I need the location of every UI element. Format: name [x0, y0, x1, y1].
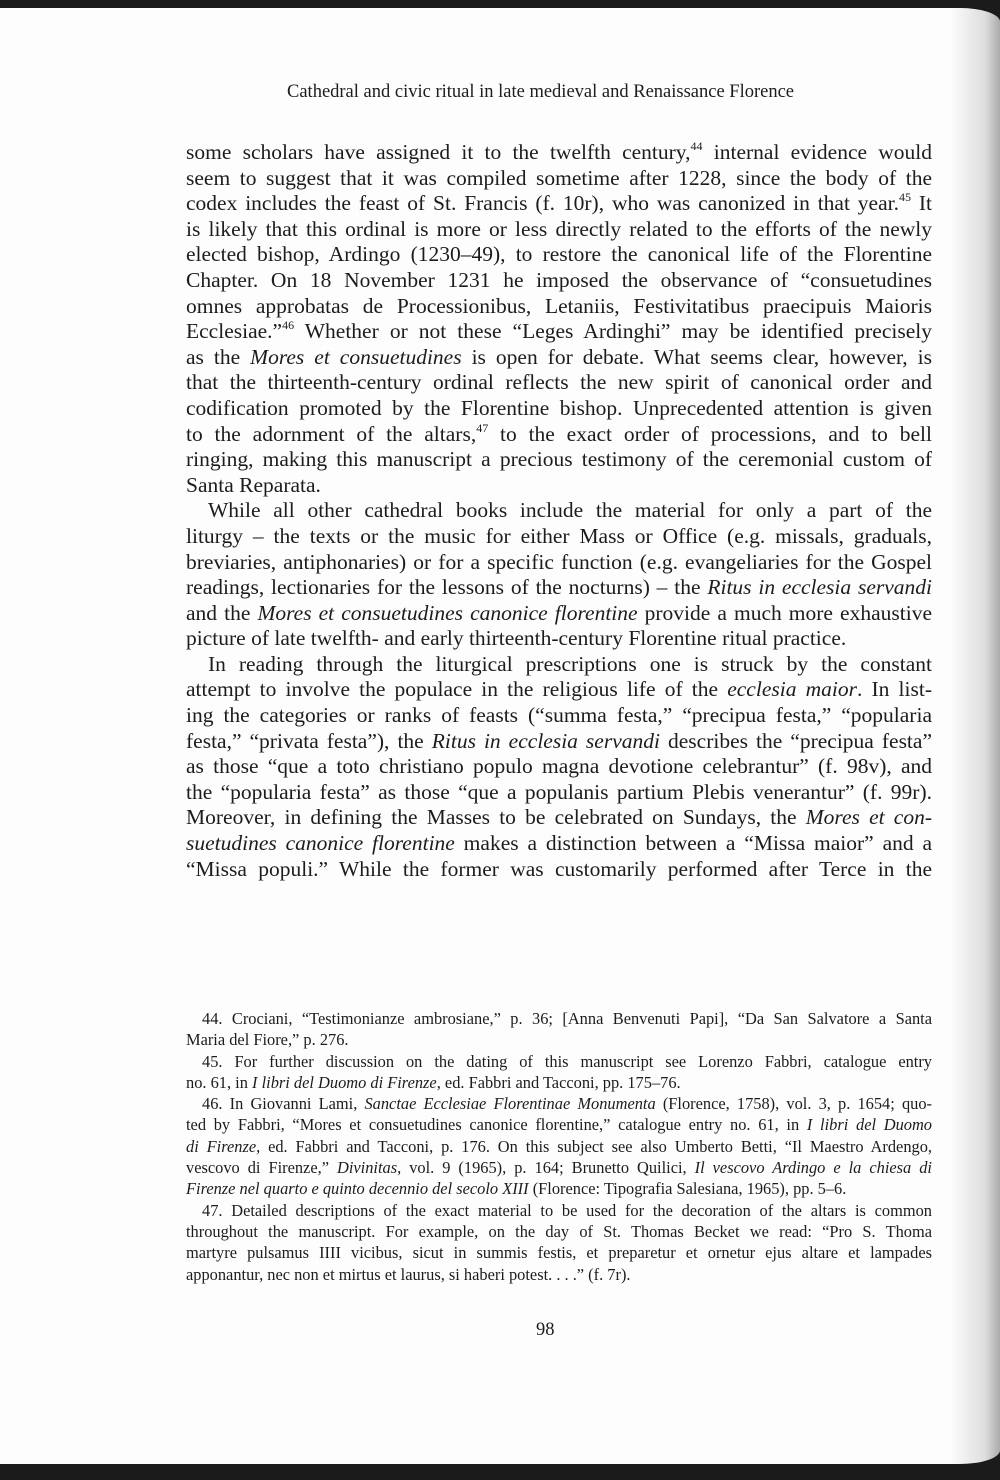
- body-text: [186, 140, 932, 882]
- body-line: elected bishop, Ardingo (1230–49), to restore the canonical life of the Florentine: [186, 242, 932, 267]
- italic-title: Mores et consuetudines: [250, 344, 462, 369]
- body-line: Ecclesiae.”$^{46}$ Whether or not these “Leges Ardinghi” may be identified precisely: [186, 318, 932, 344]
- body-line: omnes approbatas de Processionibus, Letaniis, Festivitatibus praecipuis Maioris: [186, 293, 932, 318]
- footnote-line: 46. In Giovanni Lami, Sanctae Ecclesiae Florentinae Monumenta (Florence, 1758), vol. 3, p. 1654; quo-: [202, 1094, 932, 1114]
- italic-title: Firenze nel quarto e quinto decennio del secolo XIII: [186, 1179, 529, 1199]
- book-page: [0, 8, 1000, 1464]
- italic-title: I libri del Duomo: [806, 1115, 932, 1135]
- italic-title: Ritus in ecclesia servandi: [431, 728, 660, 753]
- body-line: While all other cathedral books include the material for only a part of the: [208, 498, 932, 523]
- body-line: breviaries, antiphonaries) or for a specific function (e.g. evangeliaries for the Gospel: [186, 549, 932, 574]
- body-line: is likely that this ordinal is more or less directly related to the efforts of the newly: [186, 216, 932, 241]
- body-line: ing the categories or ranks of feasts (“summa festa,” “precipua festa,” “popularia: [186, 703, 932, 728]
- body-line: Chapter. On 18 November 1231 he imposed the observance of “consuetudines: [186, 267, 932, 292]
- body-line: the “popularia festa” as those “que a populanis partium Plebis venerantur” (f. 99r).: [186, 779, 932, 804]
- footnote-ref: 47: [476, 420, 489, 435]
- footnote-ref: 44: [690, 139, 703, 153]
- body-line: to the adornment of the altars,$^{47}$ to the exact order of processions, and to bell: [186, 420, 932, 446]
- footnote-line: throughout the manuscript. For example, on the day of St. Thomas Becket we read: “Pro S. Thoma: [186, 1221, 932, 1241]
- body-line: codex includes the feast of St. Francis (f. 10r), who was canonized in that year.$^{45}$ It: [186, 190, 932, 216]
- footnote-line: 45. For further discussion on the dating of this manuscript see Lorenzo Fabbri, catalogue entry: [202, 1051, 932, 1071]
- footnote-ref: 46: [282, 318, 295, 333]
- italic-title: Mores et con-: [805, 805, 933, 830]
- body-line: as those “que a toto christiano populo magna devotione celebrantur” (f. 98v), and: [186, 754, 932, 779]
- footnote-46: [186, 1093, 932, 1199]
- body-line: Moreover, in defining the Masses to be celebrated on Sundays, the Mores et con-: [186, 805, 933, 830]
- body-line: In reading through the liturgical prescriptions one is struck by the constant: [208, 651, 932, 676]
- footnote-line: no. 61, in I libri del Duomo di Firenze, ed. Fabbri and Tacconi, pp. 175–76.: [186, 1072, 681, 1092]
- italic-title: suetudines canonice florentine: [186, 831, 455, 856]
- italic-title: Divinitas: [336, 1158, 398, 1178]
- footnote-ref: 45: [899, 190, 911, 205]
- footnote-47: [186, 1200, 932, 1285]
- body-line: picture of late twelfth- and early thirteenth-century Florentine ritual practice.: [186, 626, 847, 651]
- italic-title: Ritus in ecclesia servandi: [707, 575, 932, 600]
- body-line: as the Mores et consuetudines is open for debate. What seems clear, however, is: [186, 344, 932, 369]
- footnote-line: Firenze nel quarto e quinto decennio del secolo XIII (Florence: Tipografia Salesiana, 1965), pp. 5–6.: [186, 1179, 847, 1199]
- italic-title: Sanctae Ecclesiae Florentinae Monumenta: [364, 1094, 656, 1114]
- footnote-line: vescovo di Firenze,” Divinitas, vol. 9 (1965), p. 164; Brunetto Quilici, Il vescovo Ardingo e la chiesa di: [186, 1158, 932, 1178]
- body-line: festa,” “privata festa”), the Ritus in ecclesia servandi describes the “precipua festa”: [186, 728, 932, 753]
- footnote-line: di Firenze, ed. Fabbri and Tacconi, p. 176. On this subject see also Umberto Betti, “Il Maestro Ardengo,: [186, 1136, 932, 1156]
- footnote-44: [186, 1008, 932, 1051]
- running-head: Cathedral and civic ritual in late medieval and Renaissance Florence: [287, 82, 795, 102]
- italic-title: I libri del Duomo di Firenze: [252, 1072, 437, 1092]
- footnote-line: 44. Crociani, “Testimonianze ambrosiane,” p. 36; [Anna Benvenuti Papi], “Da San Salvatore a Santa: [202, 1009, 932, 1028]
- footnote-line: Maria del Fiore,” p. 276.: [186, 1030, 349, 1050]
- body-line: liturgy – the texts or the music for either Mass or Office (e.g. missals, graduals,: [186, 523, 932, 548]
- footnote-line: apponantur, nec non et mirtus et laurus, si haberi potest. . . .” (f. 7r).: [186, 1264, 631, 1284]
- italic-title: Il vescovo Ardingo e la chiesa di: [694, 1158, 932, 1178]
- italic-title: ecclesia maior: [727, 677, 857, 702]
- body-line: and the Mores et consuetudines canonice florentine provide a much more exhaustive: [186, 600, 932, 625]
- body-line: “Missa populi.” While the former was customarily performed after Terce in the: [186, 856, 932, 881]
- body-line: seem to suggest that it was compiled sometime after 1228, since the body of the: [186, 165, 932, 190]
- footnote-line: 47. Detailed descriptions of the exact material to be used for the decoration of the altars is common: [202, 1200, 932, 1220]
- footnotes: [186, 1008, 932, 1285]
- body-line: Santa Reparata.: [186, 472, 321, 497]
- footnote-line: martyre pulsamus IIII vicibus, sicut in summis festis, et preparetur et ornetur ejus altare et lampades: [186, 1243, 932, 1263]
- page-number: 98: [536, 1320, 555, 1340]
- italic-title: di Firenze: [186, 1136, 257, 1156]
- body-line: ringing, making this manuscript a precious testimony of the ceremonial custom of: [186, 447, 932, 472]
- footnote-line: ted by Fabbri, “Mores et consuetudines canonice florentine,” catalogue entry no. 61, in I libri del Duomo: [186, 1115, 932, 1135]
- italic-title: Mores et consuetudines canonice florentine: [257, 600, 638, 625]
- body-line: some scholars have assigned it to the twelfth century,$^{44}$ internal evidence would: [186, 139, 933, 164]
- body-line: that the thirteenth-century ordinal reflects the new spirit of canonical order and: [186, 370, 932, 395]
- body-line: codification promoted by the Florentine bishop. Unprecedented attention is given: [186, 395, 932, 420]
- body-line: suetudines canonice florentine makes a distinction between a “Missa maior” and a: [186, 831, 932, 856]
- footnote-45: [186, 1051, 932, 1094]
- body-line: attempt to involve the populace in the religious life of the ecclesia maior. In list-: [186, 677, 932, 702]
- body-line: readings, lectionaries for the lessons of the nocturns) – the Ritus in ecclesia servandi: [186, 575, 932, 600]
